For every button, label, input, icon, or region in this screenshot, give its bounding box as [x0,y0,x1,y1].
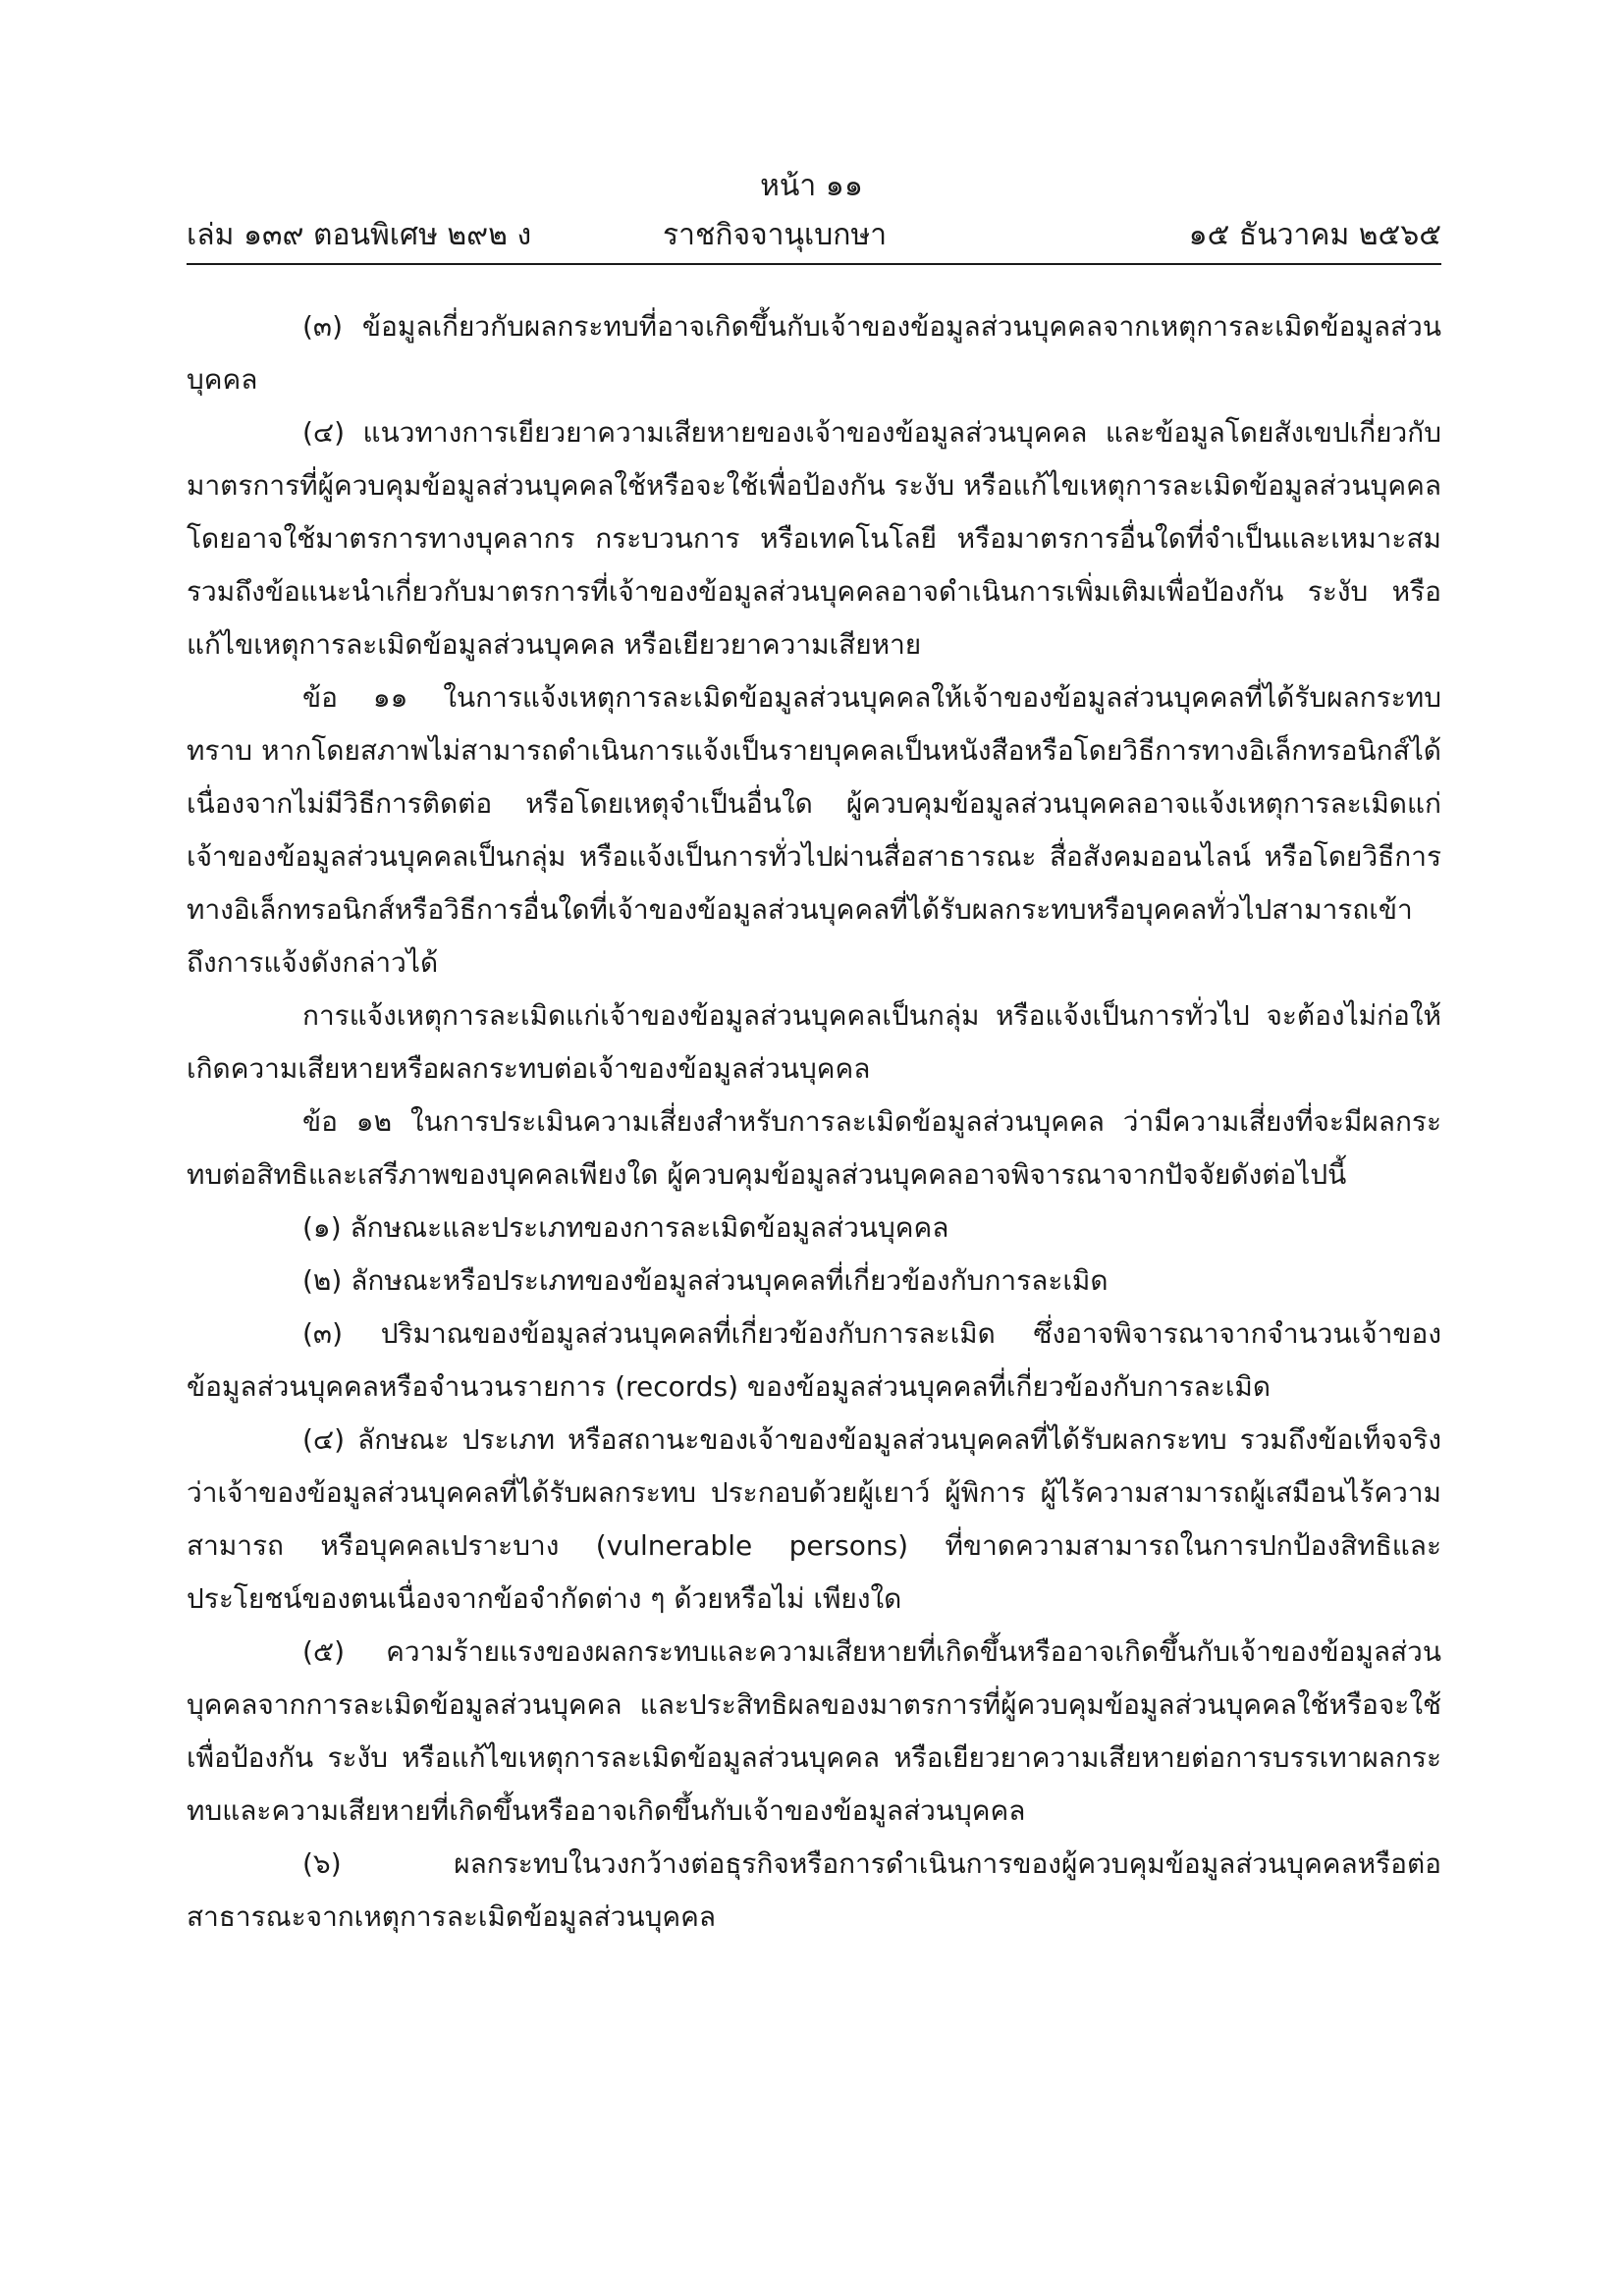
publication-title: ราชกิจจานุเบกษา [663,218,888,252]
publication-date: ๑๕ ธันวาคม ๒๕๖๕ [1188,218,1441,252]
paragraph: การแจ้งเหตุการละเมิดแก่เจ้าของข้อมูลส่วนบุคคลเป็นกลุ่ม หรือแจ้งเป็นการทั่วไป จะต้องไม่ก่อให้เกิดความเสียหายหรือผลกระทบต่อเจ้าของข้อมูลส่วนบุคคล [187,999,1441,1085]
paragraph: ข้อ ๑๑ ในการแจ้งเหตุการละเมิดข้อมูลส่วนบุคคลให้เจ้าของข้อมูลส่วนบุคคลที่ได้รับผลกระทบทราบ หากโดยสภาพไม่สามารถดำเนินการแจ้งเป็นรายบุคคลเป็นหนังสือหรือโดยวิธีการทางอิเล็กทรอนิกส์ได้เนื่องจากไม่มีวิธีการติดต่อ หรือโดยเหตุจำเป็นอื่นใด ผู้ควบคุมข้อมูลส่วนบุคคลอาจแจ้งเหตุการละเมิดแก่เจ้าของข้อมูลส่วนบุคคลเป็นกลุ่ม หรือแจ้งเป็นการทั่วไปผ่านสื่อสาธารณะ สื่อสังคมออนไลน์ หรือโดยวิธีการทางอิเล็กทรอนิกส์หรือวิธีการอื่นใดที่เจ้าของข้อมูลส่วนบุคคลที่ได้รับผลกระทบหรือบุคคลทั่วไปสามารถเข้าถึงการแจ้งดังกล่าวได้ [187,681,1441,979]
page-number: หน้า ๑๑ [760,169,863,203]
paragraph: (๑) ลักษณะและประเภทของการละเมิดข้อมูลส่วนบุคคล [302,1211,949,1244]
paragraph: (๖) ผลกระทบในวงกว้างต่อธุรกิจหรือการดำเนินการของผู้ควบคุมข้อมูลส่วนบุคคลหรือต่อสาธารณะจากเหตุการละเมิดข้อมูลส่วนบุคคล [187,1847,1441,1933]
paragraph: ข้อ ๑๒ ในการประเมินความเสี่ยงสำหรับการละเมิดข้อมูลส่วนบุคคล ว่ามีความเสี่ยงที่จะมีผลกระทบต่อสิทธิและเสรีภาพของบุคคลเพียงใด ผู้ควบคุมข้อมูลส่วนบุคคลอาจพิจารณาจากปัจจัยดังต่อไปนี้ [187,1105,1441,1191]
volume-issue: เล่ม ๑๓๙ ตอนพิเศษ ๒๙๒ ง [187,218,532,252]
paragraph: (๓) ปริมาณของข้อมูลส่วนบุคคลที่เกี่ยวข้องกับการละเมิด ซึ่งอาจพิจารณาจากจำนวนเจ้าของข้อมูลส่วนบุคคลหรือจำนวนรายการ (records) ของข้อมูลส่วนบุคคลที่เกี่ยวข้องกับการละเมิด [187,1317,1441,1403]
paragraph: (๒) ลักษณะหรือประเภทของข้อมูลส่วนบุคคลที่เกี่ยวข้องกับการละเมิด [302,1264,1109,1297]
paragraph: (๕) ความร้ายแรงของผลกระทบและความเสียหายที่เกิดขึ้นหรืออาจเกิดขึ้นกับเจ้าของข้อมูลส่วนบุคคลจากการละเมิดข้อมูลส่วนบุคคล และประสิทธิผลของมาตรการที่ผู้ควบคุมข้อมูลส่วนบุคคลใช้หรือจะใช้เพื่อป้องกัน ระงับ หรือแก้ไขเหตุการละเมิดข้อมูลส่วนบุคคล หรือเยียวยาความเสียหายต่อการบรรเทาผลกระทบและความเสียหายที่เกิดขึ้นหรืออาจเกิดขึ้นกับเจ้าของข้อมูลส่วนบุคคล [187,1635,1441,1827]
gazette-header [187,214,1441,257]
header-divider [187,263,1441,265]
paragraph: (๔) แนวทางการเยียวยาความเสียหายของเจ้าของข้อมูลส่วนบุคคล และข้อมูลโดยสังเขปเกี่ยวกับมาตรการที่ผู้ควบคุมข้อมูลส่วนบุคคลใช้หรือจะใช้เพื่อป้องกัน ระงับ หรือแก้ไขเหตุการละเมิดข้อมูลส่วนบุคคล โดยอาจใช้มาตรการทางบุคลากร กระบวนการ หรือเทคโนโลยี หรือมาตรการอื่นใดที่จำเป็นและเหมาะสม รวมถึงข้อแนะนำเกี่ยวกับมาตรการที่เจ้าของข้อมูลส่วนบุคคลอาจดำเนินการเพิ่มเติมเพื่อป้องกัน ระงับ หรือแก้ไขเหตุการละเมิดข้อมูลส่วนบุคคล หรือเยียวยาความเสียหาย [187,416,1441,661]
document-body [187,300,1441,1944]
paragraph: (๔) ลักษณะ ประเภท หรือสถานะของเจ้าของข้อมูลส่วนบุคคลที่ได้รับผลกระทบ รวมถึงข้อเท็จจริงว่าเจ้าของข้อมูลส่วนบุคคลที่ได้รับผลกระทบ ประกอบด้วยผู้เยาว์ ผู้พิการ ผู้ไร้ความสามารถผู้เสมือนไร้ความสามารถ หรือบุคคลเปราะบาง (vulnerable persons) ที่ขาดความสามารถในการปกป้องสิทธิและประโยชน์ของตนเนื่องจากข้อจำกัดต่าง ๆ ด้วยหรือไม่ เพียงใด [187,1423,1441,1615]
paragraph: (๓) ข้อมูลเกี่ยวกับผลกระทบที่อาจเกิดขึ้นกับเจ้าของข้อมูลส่วนบุคคลจากเหตุการละเมิดข้อมูลส่วนบุคคล [187,310,1441,396]
